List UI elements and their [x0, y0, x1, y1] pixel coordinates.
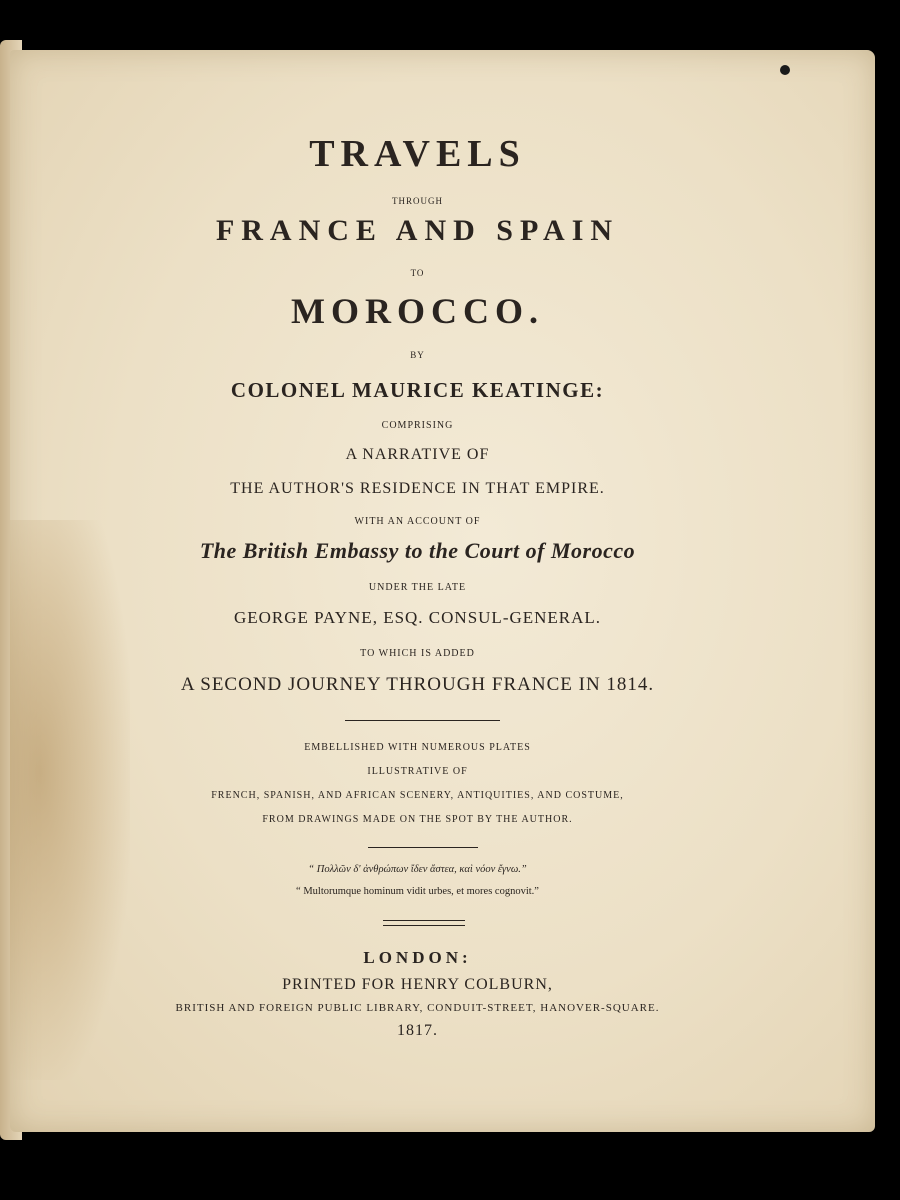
- embellished-line-3: FRENCH, SPANISH, AND AFRICAN SCENERY, ANTIQUITIES, AND COSTUME,: [211, 790, 624, 801]
- destinations: FRANCE AND SPAIN: [215, 214, 620, 247]
- embellished-line-2: ILLUSTRATIVE OF: [367, 766, 468, 777]
- narrative-line-2: THE AUTHOR'S RESIDENCE IN THAT EMPIRE.: [230, 480, 605, 497]
- imprint-place: LONDON:: [363, 948, 472, 967]
- to-label: TO: [410, 268, 425, 278]
- through-label: THROUGH: [392, 196, 443, 206]
- imprint-library: BRITISH AND FOREIGN PUBLIC LIBRARY, CONDUIT-STREET, HANOVER-SQUARE.: [175, 1002, 660, 1014]
- narrative-line-1: A NARRATIVE OF: [345, 446, 490, 463]
- second-journey: A SECOND JOURNEY THROUGH FRANCE IN 1814.: [180, 674, 655, 695]
- divider-rule-1: [345, 720, 500, 721]
- latin-quote: “ Multorumque hominum vidit urbes, et mores cognovit.”: [296, 886, 539, 897]
- author-name: COLONEL MAURICE KEATINGE:: [230, 378, 605, 402]
- double-rule-top: [383, 920, 465, 921]
- destination-final: MOROCCO.: [291, 291, 544, 331]
- embellished-line-1: EMBELLISHED WITH NUMEROUS PLATES: [304, 742, 531, 753]
- double-rule-bottom: [383, 925, 465, 926]
- divider-rule-2: [368, 847, 478, 848]
- imprint-year: 1817.: [397, 1022, 438, 1039]
- imprint-printer: PRINTED FOR HENRY COLBURN,: [282, 976, 553, 993]
- title-page-text: [10, 50, 825, 1132]
- consul-line: GEORGE PAYNE, ESQ. CONSUL-GENERAL.: [233, 608, 602, 627]
- comprising-label: COMPRISING: [381, 420, 454, 431]
- embassy-line: The British Embassy to the Court of Morocco: [199, 538, 636, 563]
- with-account-label: WITH AN ACCOUNT OF: [354, 516, 481, 527]
- greek-quote: “ Πολλῶν δ' ἀνθρώπων ἴδεν ἄστεα, καὶ νόον ἔγνω.”: [308, 864, 527, 875]
- by-label: BY: [410, 350, 425, 360]
- embellished-line-4: FROM DRAWINGS MADE ON THE SPOT BY THE AUTHOR.: [262, 814, 573, 825]
- under-late-label: UNDER THE LATE: [368, 582, 467, 593]
- added-label: TO WHICH IS ADDED: [360, 648, 475, 659]
- book-title: TRAVELS: [309, 133, 526, 175]
